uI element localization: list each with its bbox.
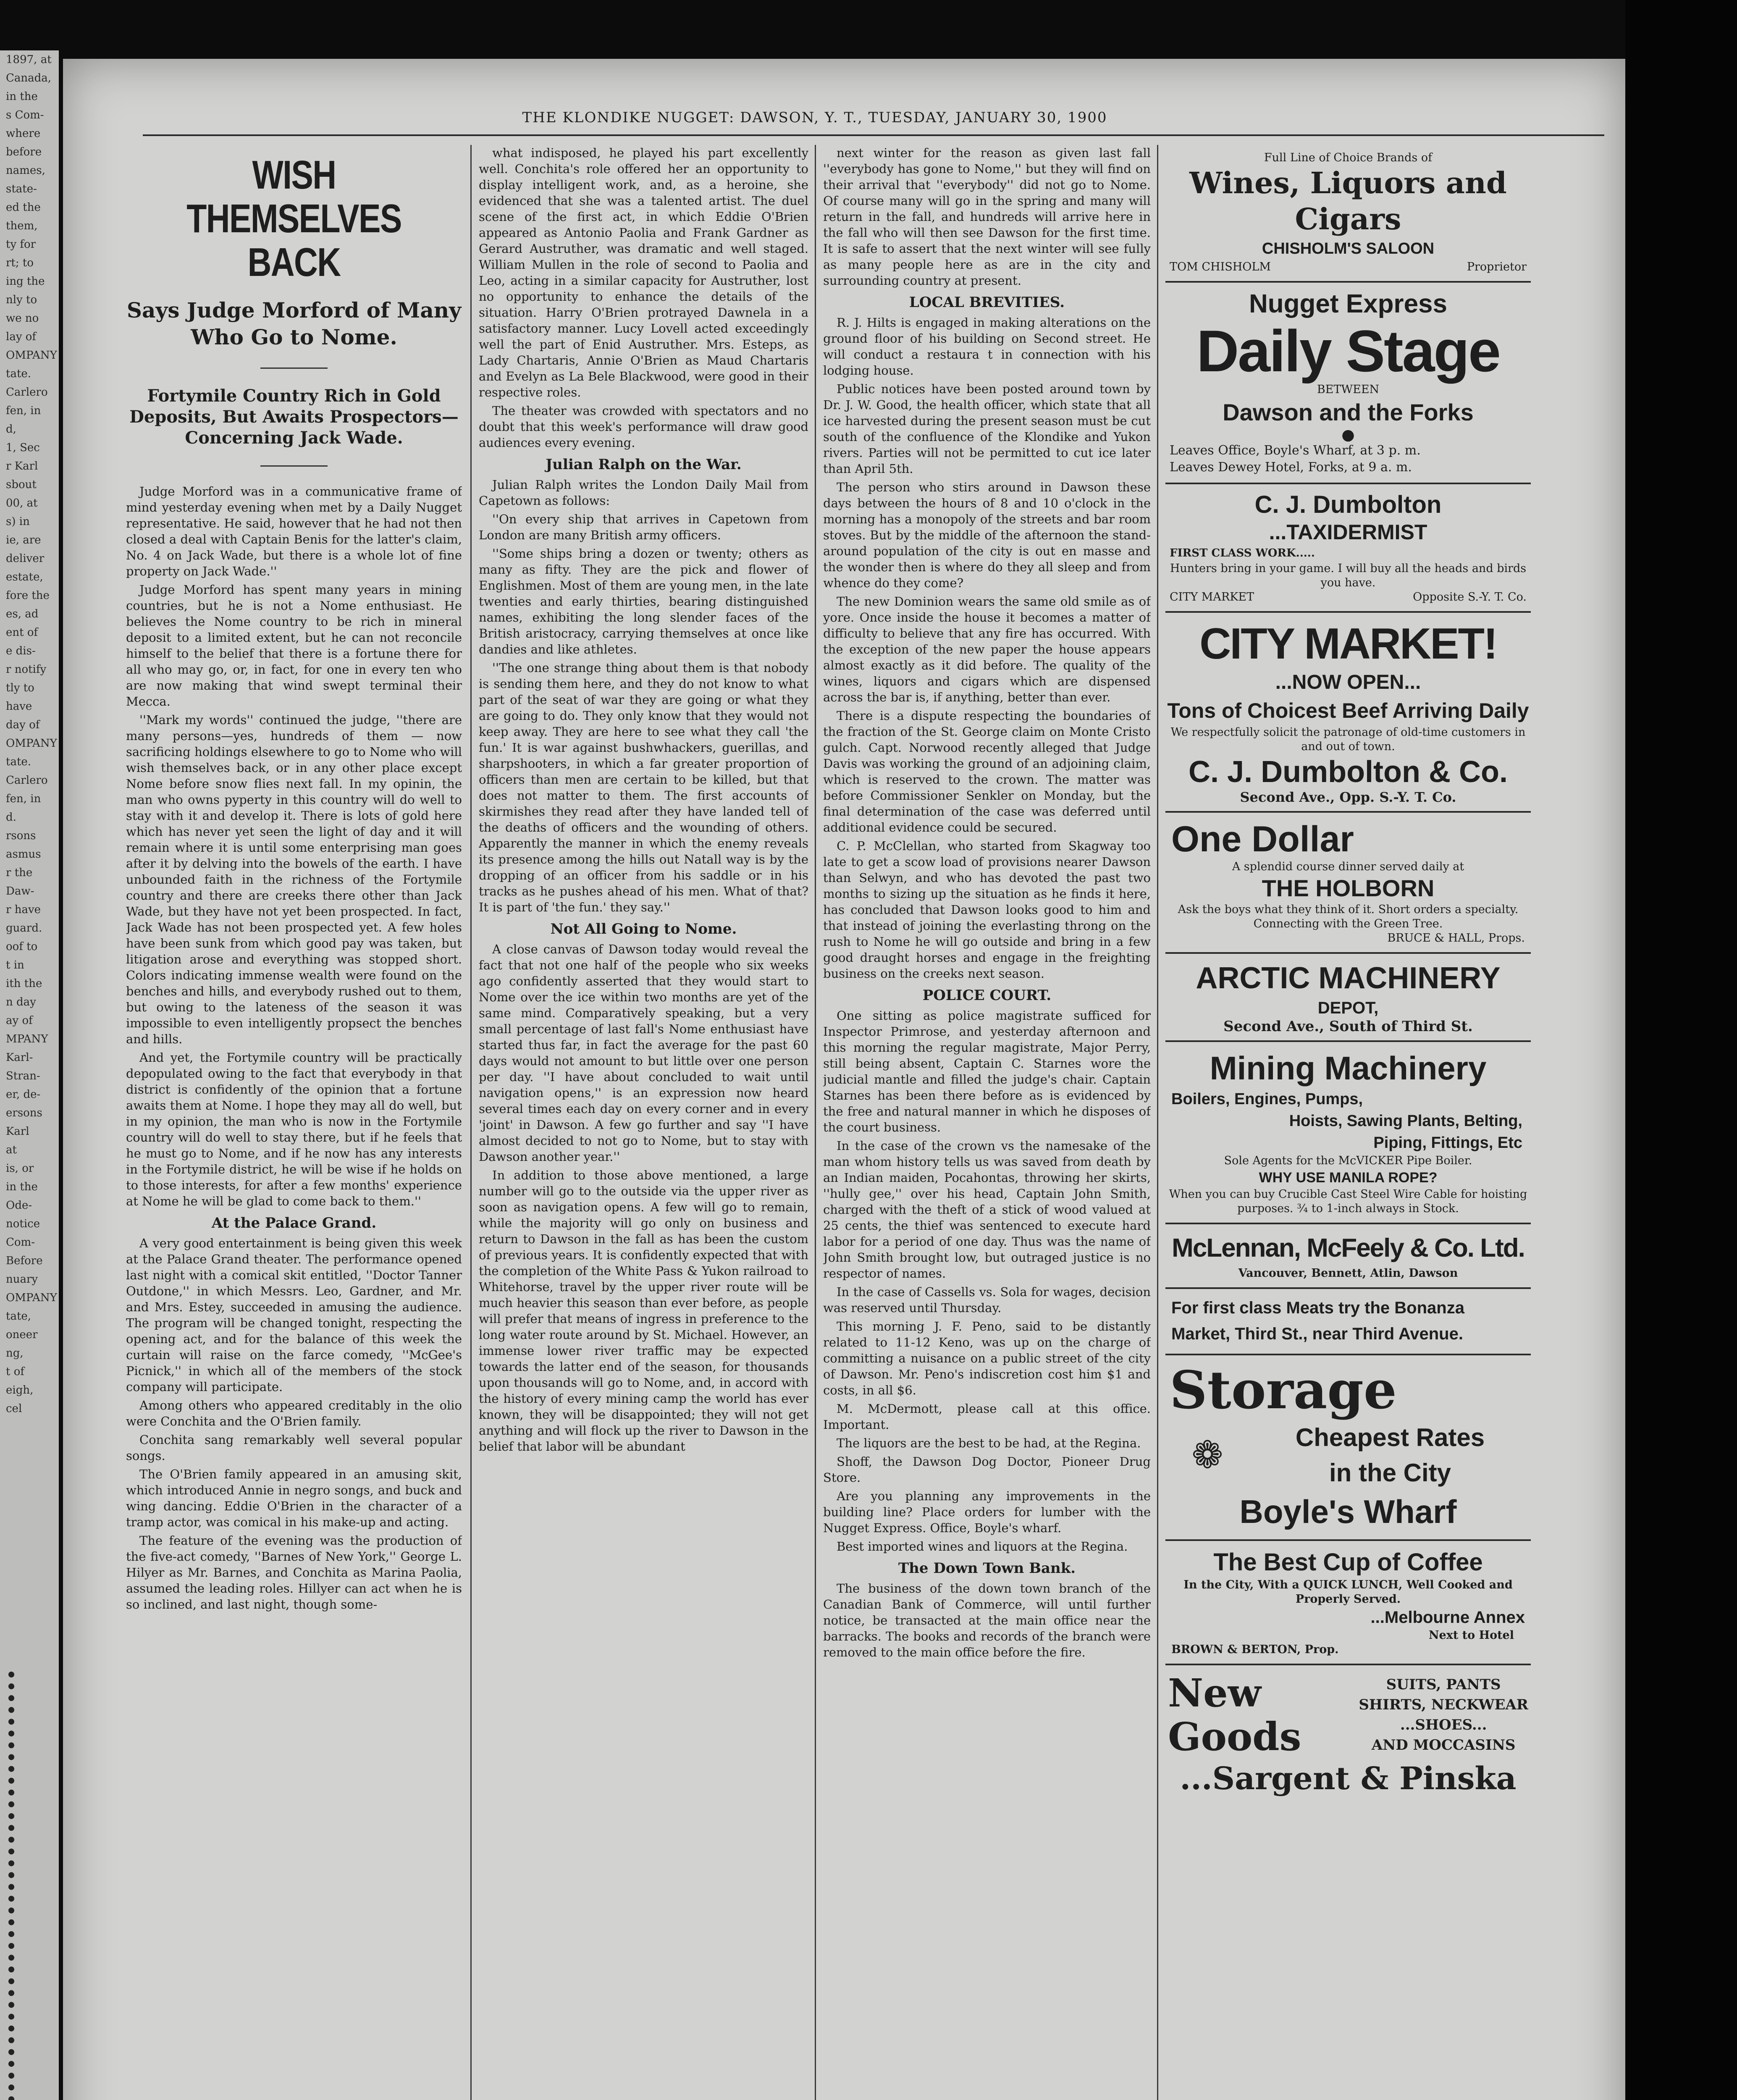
ad-text: Second Ave., South of Third St. <box>1223 1018 1473 1035</box>
fragment-text: in the <box>6 90 38 103</box>
ad-title: Boyle's Wharf <box>1239 1493 1457 1530</box>
fragment-text: sbout <box>6 478 37 491</box>
paragraph: what indisposed, he played his part excellently well. Conchita's role offered her an opportunity to display intelligent work, and, as a heroine, she evidenced that she was a talented artist. The duel scene of the first act, in which Eddie O'Brien appeared as Antonio Paolia and Frank Gardner as Gerard Austruther, was dramatic and well staged. William Mullen in the role of second to Paolia and Leo, acting in a similar capacity for Austruther, lost no opportunity to enhance the details of the situation. Harry O'Brien protrayed Dawnela in a satisfactory manner. Lucy Lovell acted exceedingly well the part of Enid Austruther. Mrs. Esteps, as Lady Chartaris, Annie O'Brien as Maud Chartaris and Evelyn as La Bele Blackwood, were good in their respective roles. <box>479 146 808 399</box>
fragment-text: e dis- <box>6 645 36 657</box>
headline: WISH THEMSELVES BACK <box>186 152 401 285</box>
ad-arctic-machinery <box>1165 954 1531 1042</box>
fragment-text: names, <box>6 164 45 177</box>
fragment-text: ith the <box>6 977 42 990</box>
ad-mining-machinery <box>1165 1042 1531 1224</box>
fragment-text: Karl- <box>6 1051 33 1064</box>
ad-text: Dawson and the Forks <box>1223 399 1474 425</box>
ad-title: ARCTIC MACHINERY <box>1196 961 1501 995</box>
fragment-text: oof to <box>6 940 38 953</box>
ad-holborn <box>1165 813 1531 954</box>
masthead: THE KLONDIKE NUGGET: DAWSON, Y. T., TUESDAY, JANUARY 30, 1900 <box>522 109 1107 126</box>
paragraph: The theater was crowded with spectators and no doubt that this week's performance will draw good audiences every evening. <box>479 404 808 450</box>
rule <box>260 465 328 467</box>
ad-text: Cheapest Rates <box>1295 1423 1485 1452</box>
section-head: POLICE COURT. <box>922 987 1052 1004</box>
fragment-text: oneer <box>6 1328 38 1341</box>
advertisements-column <box>1165 145 1531 2100</box>
ad-text: CITY MARKET <box>1170 591 1254 604</box>
ad-title: THE HOLBORN <box>1262 875 1435 901</box>
ad-text: For first class Meats try the Bonanza Market, Third St., near Third Avenue. <box>1171 1299 1464 1343</box>
paragraph: And yet, the Fortymile country will be practically depopulated owing to the fact that everybody in that district is confidently of the opinion that a fortune awaits them at Nome. I hope they may all do well, but in my opinion, the man who is now in the Fortymile country will do well to stay there, but if he feels that he must go to Nome, and if he now has any interests in the Fortymile district, he will be wise if he holds on to those interests, for after a few months' experience at Nome he will be glad to come back to them.'' <box>126 1050 462 1208</box>
ad-title: Daily Stage <box>1196 318 1500 384</box>
ad-text: A splendid course dinner served daily at <box>1232 860 1464 873</box>
ad-text: Proprietor <box>1467 260 1527 273</box>
paragraph: Conchita sang remarkably well several popular songs. <box>126 1433 462 1463</box>
fragment-text: 00, at <box>6 497 38 509</box>
ad-text: Ask the boys what they think of it. Short orders a specialty. Connecting with the Green Tree. <box>1178 903 1519 930</box>
section-head: At the Palace Grand. <box>211 1215 377 1231</box>
fragment-text: MPANY <box>6 1033 48 1045</box>
ad-title: One Dollar <box>1171 819 1354 859</box>
paragraph: ''On every ship that arrives in Capetown from London are many British army officers. <box>479 512 808 542</box>
fragment-text: ty for <box>6 238 36 251</box>
fragment-text: Carlero <box>6 386 48 399</box>
paragraph: ''The one strange thing about them is that nobody is sending them here, and they do not know to what part of the seat of war they are going or what they are going to do. They only know that they would not keep away. They are here to see what they call 'the fun.' It is war against bushwhackers, guerillas, and sharpshooters, in which a far greater proportion of officers than men are certain to be killed, but that does not matter to them. The first accounts of skirmishes they read after they have landed tell of the deaths of officers and the wounding of others. Apparently the manner in which the enemy reveals its presence among the hills out Natall way is by the dropping of an officer from his saddle or in his tracks as he pushes ahead of his men. What of that? It is part of 'the fun.' they say.'' <box>479 661 808 914</box>
fragment-text: Ode- <box>6 1199 32 1212</box>
paragraph: R. J. Hilts is engaged in making alterations on the ground floor of his building on Second street. He will conduct a restaura t in connection with his lodging house. <box>823 315 1151 378</box>
ad-name: CHISHOLM'S SALOON <box>1262 240 1435 257</box>
fragment-text: we no <box>6 312 39 325</box>
fragment-text: 1, Sec <box>6 441 40 454</box>
ad-text: Next to Hotel <box>1428 1629 1514 1642</box>
scan-margin <box>1625 0 1737 2100</box>
ad-text: Vancouver, Bennett, Atlin, Dawson <box>1238 1267 1458 1280</box>
fragment-text: s Com- <box>6 109 44 121</box>
section-head: Julian Ralph on the War. <box>546 456 742 473</box>
ad-border-fragment <box>8 1672 39 2100</box>
ad-title: McLennan, McFeely & Co. Ltd. <box>1172 1234 1524 1263</box>
ad-title: Wines, Liquors and Cigars <box>1189 165 1507 236</box>
fragment-text: Com- <box>6 1236 35 1249</box>
paragraph: The new Dominion wears the same old smile as of yore. Once inside the house it becomes a matter of difficulty to believe that any fire has occurred. With the exception of the new paper the house appears almost exactly as it did before. The quality of the wines, liquors and cigars which are dispensed across the bar is, if anything, better than ever. <box>823 594 1151 704</box>
ad-taxidermist <box>1165 484 1531 613</box>
paragraph: Public notices have been posted around town by Dr. J. W. Good, the health officer, which state that all ice harvested during the present season must be cut south of the confluence of the Klondike and Yukon rivers. Parties will not be permitted to cut ice later than April 5th. <box>823 382 1151 476</box>
article-body <box>479 145 808 451</box>
fragment-text: tate. <box>6 756 31 768</box>
fragment-text: where <box>6 127 41 140</box>
fragment-text: notice <box>6 1218 40 1230</box>
ad-text: ...NOW OPEN... <box>1275 671 1421 693</box>
paragraph: ''Some ships bring a dozen or twenty; others as many as fifty. They are the pick and flower of Englishmen. Most of them are young men, in the late twenties and early thirties, bearing distinguished names, exhibiting the long slender faces of the British aristocracy, carrying themselves at once like dandies and like athletes. <box>479 546 808 656</box>
ad-title: ...TAXIDERMIST <box>1269 520 1427 544</box>
paragraph: Julian Ralph writes the London Daily Mail from Capetown as follows: <box>479 478 808 508</box>
fragment-text: ng, <box>6 1347 24 1360</box>
article-body <box>126 483 462 1209</box>
article-body <box>479 941 808 1454</box>
ad-text: WHY USE MANILA ROPE? <box>1259 1170 1438 1186</box>
article-body <box>479 477 808 915</box>
fragment-text: deliver <box>6 552 45 565</box>
fragment-text: day of <box>6 719 40 731</box>
paragraph: Judge Morford has spent many years in mining countries, but he is not a Nome enthusiast. He believes the Nome country to be rich in mineral deposit to a limited extent, but he can not reconcile himself to the belief that there is a fortune there for all who may go, or, in fact, for one in every ten who are now making that wind swept terminal their Mecca. <box>126 583 462 709</box>
ad-text: Leaves Office, Boyle's Wharf, at 3 p. m. <box>1170 443 1421 458</box>
ad-city-market <box>1165 613 1531 813</box>
fragment-text: 1897, at <box>6 53 52 66</box>
fragment-text: Canada, <box>6 72 52 84</box>
ad-title: Goods <box>1168 1714 1301 1759</box>
paragraph: The liquors are the best to be had, at the Regina. <box>837 1436 1141 1450</box>
column-1 <box>126 145 462 2100</box>
paragraph: C. P. McClellan, who started from Skagway too late to get a scow load of provisions nearer Dawson than Selwyn, and who has devoted the past two months to sizing up the situation as he finds it here, has concluded that Dawson looks good to him and that instead of joining the everlasting throng on the rush to Nome he will go outside and bring in a few good draught horses and engage in the freighting business on the creeks next season. <box>823 839 1151 981</box>
paragraph: Shoff, the Dawson Dog Doctor, Pioneer Drug Store. <box>823 1454 1151 1485</box>
ad-text: BRUCE & HALL, Props. <box>1387 932 1525 945</box>
ad-text: ...Melbourne Annex <box>1370 1608 1525 1627</box>
ad-text: BROWN & BERTON, Prop. <box>1171 1643 1339 1656</box>
ad-text: Opposite S.-Y. T. Co. <box>1413 591 1527 604</box>
ad-mclennan-mcfeely <box>1165 1224 1531 1289</box>
paragraph: The O'Brien family appeared in an amusing skit, which introduced Annie in negro songs, and buck and wing dancing. Eddie O'Brien in the character of a tramp actor, was comical in his make-up and acting. <box>126 1467 462 1529</box>
bullet-icon: ● <box>1341 426 1355 444</box>
fragment-text: ent of <box>6 626 38 639</box>
ad-text: Piping, Fittings, Etc <box>1373 1134 1522 1152</box>
fragment-text: ing the <box>6 275 45 288</box>
column-rule <box>815 145 816 2100</box>
ad-title: The Best Cup of Coffee <box>1213 1549 1483 1576</box>
ad-title: Mining Machinery <box>1210 1050 1487 1087</box>
rule <box>260 368 328 369</box>
article-body <box>823 145 1151 289</box>
paragraph: M. McDermott, please call at this office. Important. <box>823 1402 1151 1432</box>
fragment-text: rsons <box>6 830 36 842</box>
fragment-text: estate, <box>6 571 43 583</box>
ad-storage <box>1165 1355 1531 1541</box>
fragment-text: n day <box>6 996 36 1008</box>
fragment-text: r the <box>6 866 33 879</box>
fragment-text: OMPANY <box>6 737 57 750</box>
ad-title: C. J. Dumbolton <box>1254 491 1442 518</box>
fragment-text: d, <box>6 423 16 436</box>
column-3 <box>823 145 1151 2100</box>
ad-text: Second Ave., Opp. S.-Y. T. Co. <box>1240 789 1456 805</box>
paragraph: The business of the down town branch of the Canadian Bank of Commerce, will until further notice, be transacted at the main office near the barracks. The books and records of the branch were removed to the main office before the fire. <box>823 1581 1151 1659</box>
ad-bonanza-market <box>1165 1289 1531 1355</box>
section-head: The Down Town Bank. <box>898 1560 1076 1577</box>
fragment-text: nly to <box>6 294 37 306</box>
ad-text: SHIRTS, NECKWEAR <box>1359 1696 1528 1713</box>
ad-title: ...Sargent & Pinska <box>1180 1761 1517 1797</box>
fragment-text: es, ad <box>6 608 39 620</box>
ad-sargent-pinska <box>1165 1665 1531 1806</box>
ad-title: Storage <box>1170 1360 1397 1421</box>
fragment-text: them, <box>6 220 38 232</box>
section-head: Not All Going to Nome. <box>550 921 737 937</box>
paragraph: In the case of the crown vs the namesake of the man whom history tells us was saved from death by an Indian maiden, Pocahontas, throwing her skirts, ''hully gee,'' over his head, Captain John Smith, charged with the theft of a stick of wood valued at 25 cents, the thief was sentenced to execute hard labor for a period of one day. Thus was the name of John Smith brought low, but outraged justice is no respector of names. <box>823 1139 1151 1281</box>
fragment-text: ay of <box>6 1014 33 1027</box>
sub-deck: Fortymile Country Rich in Gold Deposits, But Awaits Prospectors—Concerning Jack Wade. <box>129 386 459 448</box>
fragment-text: t of <box>6 1365 24 1378</box>
fragment-text: er, de- <box>6 1088 41 1101</box>
paragraph: One sitting as police magistrate sufficed for Inspector Primrose, and yesterday afternoon and this morning the regular magistrate, Major Perry, still being absent, Captain C. Starnes wore the judicial mantle and filled the judge's chair. Captain Starnes has been there before as is evidenced by the free and natural manner in which he disposes of the court business. <box>823 1008 1151 1134</box>
fragment-text: Before <box>6 1255 43 1267</box>
ad-title: C. J. Dumbolton & Co. <box>1189 755 1508 789</box>
ad-text: FIRST CLASS WORK..... <box>1170 547 1315 559</box>
ad-chisholms-saloon <box>1165 145 1531 283</box>
fragment-text: fen, in <box>6 404 41 417</box>
article-body <box>823 1008 1151 1554</box>
flower-icon: ❁ <box>1191 1433 1223 1477</box>
fragment-text: before <box>6 146 42 158</box>
fragment-text: Karl <box>6 1125 29 1138</box>
paragraph: In the case of Cassells vs. Sola for wages, decision was reserved until Thursday. <box>823 1285 1151 1315</box>
ad-text: We respectfully solicit the patronage of old-time customers in and out of town. <box>1170 726 1526 753</box>
paragraph: The person who stirs around in Dawson these days between the hours of 8 and 10 o'clock in the morning has a monopoly of the streets and bar room stoves. But by the middle of the afternoon the stand-around population of the city is out en masse and the wonder then is where do they all sleep and from whence do they come? <box>823 480 1151 590</box>
ad-text: Full Line of Choice Brands of <box>1264 151 1433 164</box>
fragment-text: d. <box>6 811 16 824</box>
fragment-text: s) in <box>6 515 30 528</box>
fragment-text: nuary <box>6 1273 38 1286</box>
fragment-text: OMPANY <box>6 1292 57 1304</box>
ad-title: New <box>1168 1670 1261 1716</box>
column-rule <box>1157 145 1158 2100</box>
ad-text: DEPOT, <box>1317 999 1379 1017</box>
paragraph: A close canvas of Dawson today would reveal the fact that not one half of the people who six weeks ago confidently asserted that they would start to Nome over the ice within two months are yet of the same mind. Comparatively speaking, but a very small percentage of last fall's Nome enthusiast have started thus far, in fact the average for the past 60 days would not amount to but little over one person per day. ''I have about concluded to wait until navigation opens,'' is an expression now heard several times each day on every corner and in every 'joint' in Dawson. A few go further and say ''I have almost decided to not go to Nome, but to stay with Dawson another year.'' <box>479 942 808 1164</box>
fragment-text: r have <box>6 903 41 916</box>
fragment-text: r notify <box>6 663 47 676</box>
section-head: LOCAL BREVITIES. <box>909 294 1065 311</box>
column-2 <box>479 145 808 2100</box>
paragraph: Judge Morford was in a communicative frame of mind yesterday evening when met by a Daily Nugget representative. He said, however that he had not then closed a deal with Captain Benis for the latter's claim, No. 4 on Jack Wade, but there is a whole lot of fine property on Jack Wade.'' <box>126 484 462 578</box>
fragment-text: rt; to <box>6 257 34 269</box>
paragraph: This morning J. F. Peno, said to be distantly related to 11-12 Keno, was up on the charge of committing a nuisance on a public street of the city of Dawson. Mr. Peno's indiscretion cost him $1 and costs, in all $6. <box>823 1319 1151 1397</box>
fragment-text: r Karl <box>6 460 38 472</box>
fragment-text: ie, are <box>6 534 41 546</box>
fragment-text: tate, <box>6 1310 31 1323</box>
fragment-text: have <box>6 700 32 713</box>
fragment-text: ed the <box>6 201 41 214</box>
ad-text: SUITS, PANTS <box>1386 1676 1501 1693</box>
article-body <box>823 315 1151 982</box>
fragment-text: ersons <box>6 1107 42 1119</box>
fragment-text: guard. <box>6 922 42 934</box>
ad-text: BETWEEN <box>1317 383 1380 396</box>
ad-text: TOM CHISHOLM <box>1170 260 1271 273</box>
ad-text: Leaves Dewey Hotel, Forks, at 9 a. m. <box>1170 460 1412 475</box>
ad-text: Hunters bring in your game. I will buy all the heads and birds you have. <box>1170 562 1527 589</box>
fragment-text: state- <box>6 183 37 195</box>
fragment-text: OMPANY <box>6 349 57 362</box>
ad-text: AND MOCCASINS <box>1371 1737 1516 1754</box>
column-rule <box>470 145 472 2100</box>
masthead-rule <box>143 134 1604 136</box>
ad-text: ...SHOES... <box>1400 1717 1487 1733</box>
paragraph: ''Mark my words'' continued the judge, ''there are many persons—yes, hundreds of them — now sacrificing holdings elsewhere to go to Nome who will wish themselves back, or in any other place except Nome before snow flies next fall. In my opinin, the man who owns pyperty in this country will do well to stay with it and develop it. There is lots of gold here which has never yet seen the light of day and it will remain where it is until some enterprising man goes after it by delving into the bowels of the earth. I have unbounded faith in the richness of the Fortymile country and there are creeks there other than Jack Wade, but they have not yet been prospected. In fact, Jack Wade has not been prospected yet. A few holes have been sunk from which good pay was taken, but litigation arose and everything was stopped short. Colors indicating immense wealth were found on the benches and hills, and everybody rushed out to them, but owing to the lateness of the season it was impossible to even intelligently propsect the benches and hills. <box>126 713 462 1046</box>
paragraph: Among others who appeared creditably in the olio were Conchita and the O'Brien family. <box>126 1398 462 1428</box>
ad-text: In the City, With a QUICK LUNCH, Well Cooked and Properly Served. <box>1183 1578 1513 1606</box>
fragment-text: Carlero <box>6 774 48 787</box>
fragment-text: t in <box>6 959 24 971</box>
fragment-text: tly to <box>6 682 34 694</box>
fragment-text: is, or <box>6 1162 34 1175</box>
fragment-text: at <box>6 1144 17 1156</box>
deck: Says Judge Morford of Many Who Go to Nome. <box>126 298 462 349</box>
ad-text: When you can buy Crucible Cast Steel Wire Cable for hoisting purposes. ¾ to 1-inch always in Stock. <box>1169 1188 1527 1215</box>
fragment-text: cel <box>6 1402 22 1415</box>
paragraph: A very good entertainment is being given this week at the Palace Grand theater. The performance opened last night with a comical skit entitled, ''Doctor Tanner Outdone,'' in which Messrs. Leo, Gardner, and Mr. and Mrs. Estey, succeeded in amusing the audience. The program will be changed tonight, respecting the opening act, and for the balance of this week the curtain will raise on the farce comedy, ''McGee's Picnick,'' in which all of the members of the stock company will participate. <box>126 1236 462 1394</box>
fragment-text: fore the <box>6 589 50 602</box>
paragraph: Best imported wines and liquors at the Regina. <box>837 1539 1128 1554</box>
fragment-text: asmus <box>6 848 41 861</box>
fragment-text: tate. <box>6 368 31 380</box>
paragraph: Are you planning any improvements in the building line? Place orders for lumber with the Nugget Express. Office, Boyle's wharf. <box>823 1489 1151 1535</box>
ad-title: CITY MARKET! <box>1199 620 1497 668</box>
ad-daily-stage <box>1165 283 1531 484</box>
article-body <box>126 1235 462 1612</box>
paragraph: In addition to those above mentioned, a large number will go to the outside via the upper river as soon as navigation opens. A few will go to remain, while the majority will go only on business and return to Dawson in the fall as has been the custom of previous years. It is confidently expected that with the completion of the White Pass & Yukon railroad to Whitehorse, travel by the upper river route will be much heavier this season than ever before, as people will prefer that means of ingress in preference to the long water route around by St. Michael. However, an immense lower river traffic may be expected towards the latter end of the season, for thousands upon thousands will go to Nome, and, in accord with the history of every mining camp the world has ever known, they will be disappointed; they will not get anything and will flock up the river to Dawson in the belief that labor will be abundant <box>479 1168 808 1454</box>
paragraph: next winter for the reason as given last fall ''everybody has gone to Nome,'' but they will find on their arrival that ''everybody'' did not go to Nome. Of course many will go in the spring and many will return in the fall, and hundreds will arrive here in the fall who will then see Dawson for the first time. It is safe to assert that the next winter will see fully as many people here as are in the city and surrounding country at present. <box>823 146 1151 288</box>
ad-text: Sole Agents for the McVICKER Pipe Boiler. <box>1224 1154 1472 1167</box>
paragraph: The feature of the evening was the production of the five-act comedy, ''Barnes of New York,'' George L. Hilyer as Mr. Barnes, and Conchita as Marina Paolia, assumed the leading roles. Hillyer can act when he is so inclined, and last night, though some- <box>126 1533 462 1612</box>
ad-text: Hoists, Sawing Plants, Belting, <box>1289 1112 1522 1130</box>
fragment-text: fen, in <box>6 793 41 805</box>
article-body <box>823 1580 1151 1660</box>
fragment-text: in the <box>6 1181 38 1193</box>
ad-text: in the City <box>1329 1459 1451 1487</box>
fragment-text: Stran- <box>6 1070 40 1082</box>
ad-title: Nugget Express <box>1249 289 1448 318</box>
ad-text: Boilers, Engines, Pumps, <box>1171 1090 1363 1108</box>
fragment-text: eigh, <box>6 1384 34 1396</box>
paragraph: There is a dispute respecting the boundaries of the fraction of the St. George claim on Monte Cristo gulch. Capt. Norwood recently alleged that Judge Davis was working the ground of an adjoining claim, which is reserved to the crown. The matter was before Commissioner Senkler on Monday, but the final determination of the case was deferred until additional evidence could be secured. <box>823 709 1151 835</box>
ad-text: Tons of Choicest Beef Arriving Daily <box>1167 699 1529 722</box>
fragment-text: lay of <box>6 331 37 343</box>
ad-melbourne-annex <box>1165 1541 1531 1665</box>
fragment-text: Daw- <box>6 885 34 898</box>
